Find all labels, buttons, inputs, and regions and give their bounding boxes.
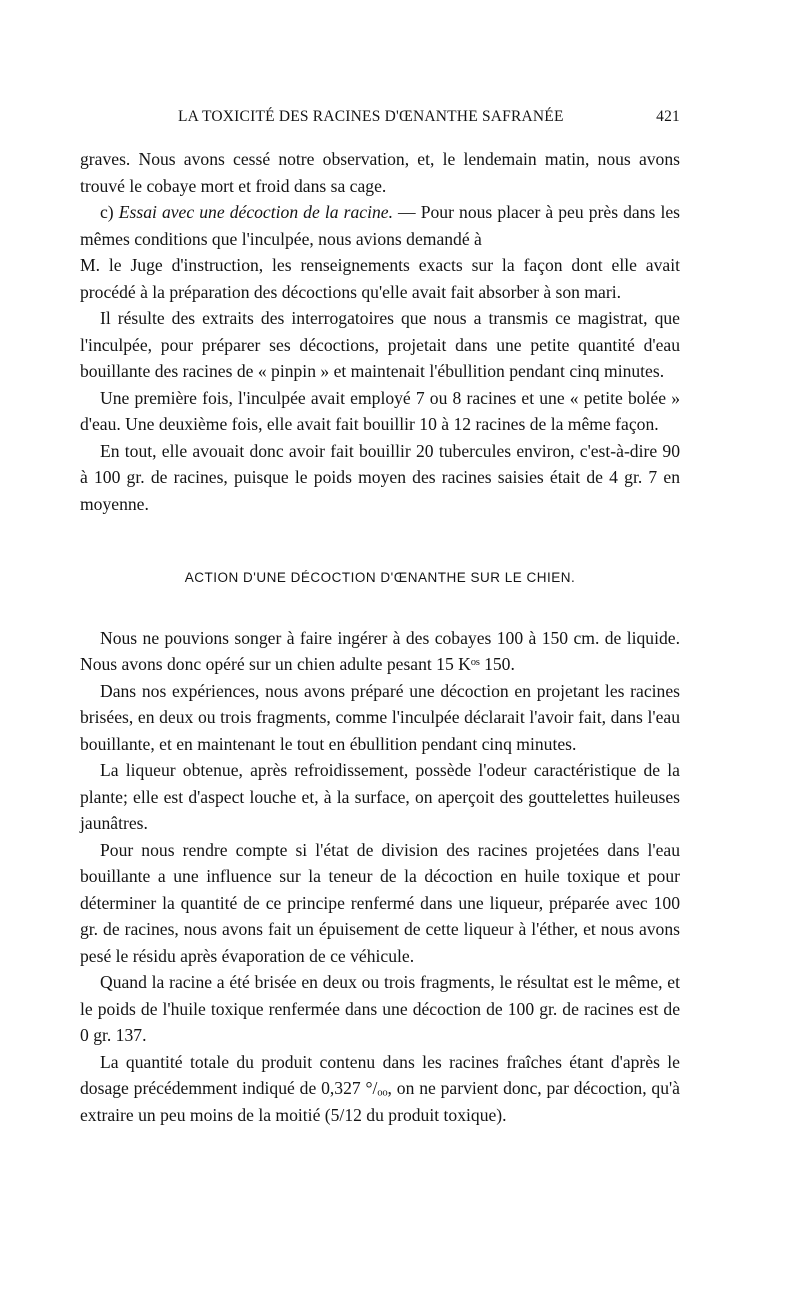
- paragraph: Quand la racine a été brisée en deux ou trois fragments, le résultat est le même, et le poids de l'huile toxique renfermée dans une décoction de 100 gr. de racines est de 0 gr. 137.: [80, 972, 680, 1045]
- paragraph: La liqueur obtenue, après refroidissement, possède l'odeur caractéristique de la plante; elle est d'aspect louche et, à la surface, on aperçoit des gouttelettes huileuses jaunâtres.: [80, 760, 680, 833]
- paragraph: Il résulte des extraits des interrogatoires que nous a transmis ce magistrat, que l'inculpée, pour préparer ses décoctions, projetait dans une petite quantité d'eau bouillante des racines de « pinpin » et maintenait l'ébullition pendant cinq minutes.: [80, 308, 680, 381]
- paragraph: La quantité totale du produit contenu dans les racines fraîches étant d'après le dosage précédemment indiqué de 0,327 °/ₒₒ, on ne parvient donc, par décoction, qu'à extraire un peu moins de la moitié (5/12 du produit toxique).: [80, 1051, 680, 1125]
- paragraph: En tout, elle avouait donc avoir fait bouillir 20 tubercules environ, c'est-à-dire 90 à 100 gr. de racines, puisque le poids moyen des racines saisies était de 4 gr. 7 en moyenne.: [80, 440, 680, 514]
- paragraph: graves. Nous avons cessé notre observation, et, le lendemain matin, nous avons trouvé le cobaye mort et froid dans sa cage.: [80, 149, 680, 196]
- paragraph: Une première fois, l'inculpée avait employé 7 ou 8 racines et une « petite bolée » d'eau. Une deuxième fois, elle avait fait bouillir 10 à 12 racines de la même façon.: [80, 387, 680, 434]
- running-title: LA TOXICITÉ DES RACINES D'ŒNANTHE SAFRANÉE: [178, 108, 564, 125]
- essai-prefix: c): [100, 202, 119, 222]
- body-text: [80, 146, 680, 1128]
- page-number: 421: [656, 108, 680, 125]
- essai-text: — Pour nous placer à peu près dans les mêmes conditions que l'inculpée, nous avions demandé à: [80, 202, 680, 249]
- paragraph: Nous ne pouvions songer à faire ingérer à des cobayes 100 à 150 cm. de liquide. Nous avons donc opéré sur un chien adulte pesant 15 Kᵒˢ 150.: [80, 627, 680, 674]
- paragraph: M. le Juge d'instruction, les renseignements exacts sur la façon dont elle avait procédé à la préparation des décoctions qu'elle avait fait absorber à son mari.: [80, 255, 680, 302]
- section-heading: ACTION D'UNE DÉCOCTION D'ŒNANTHE SUR LE CHIEN.: [184, 570, 576, 585]
- paragraph: Pour nous rendre compte si l'état de division des racines projetées dans l'eau bouillante a une influence sur la teneur de la décoction en huile toxique et pour déterminer la quantité de ce principe renfermé dans une liqueur, préparée avec 100 gr. de racines, nous avons fait un épuisement de cette liqueur à l'éther, et nous avons pesé le résidu après évaporation de ce véhicule.: [80, 839, 680, 966]
- essai-title: Essai avec une décoction de la racine.: [118, 202, 393, 222]
- paragraph: Dans nos expériences, nous avons préparé une décoction en projetant les racines brisées, en deux ou trois fragments, comme l'inculpée déclarait l'avoir fait, dans l'eau bouillante, et en maintenant le tout en ébullition pendant cinq minutes.: [80, 680, 680, 754]
- paragraph-essai: [80, 199, 680, 252]
